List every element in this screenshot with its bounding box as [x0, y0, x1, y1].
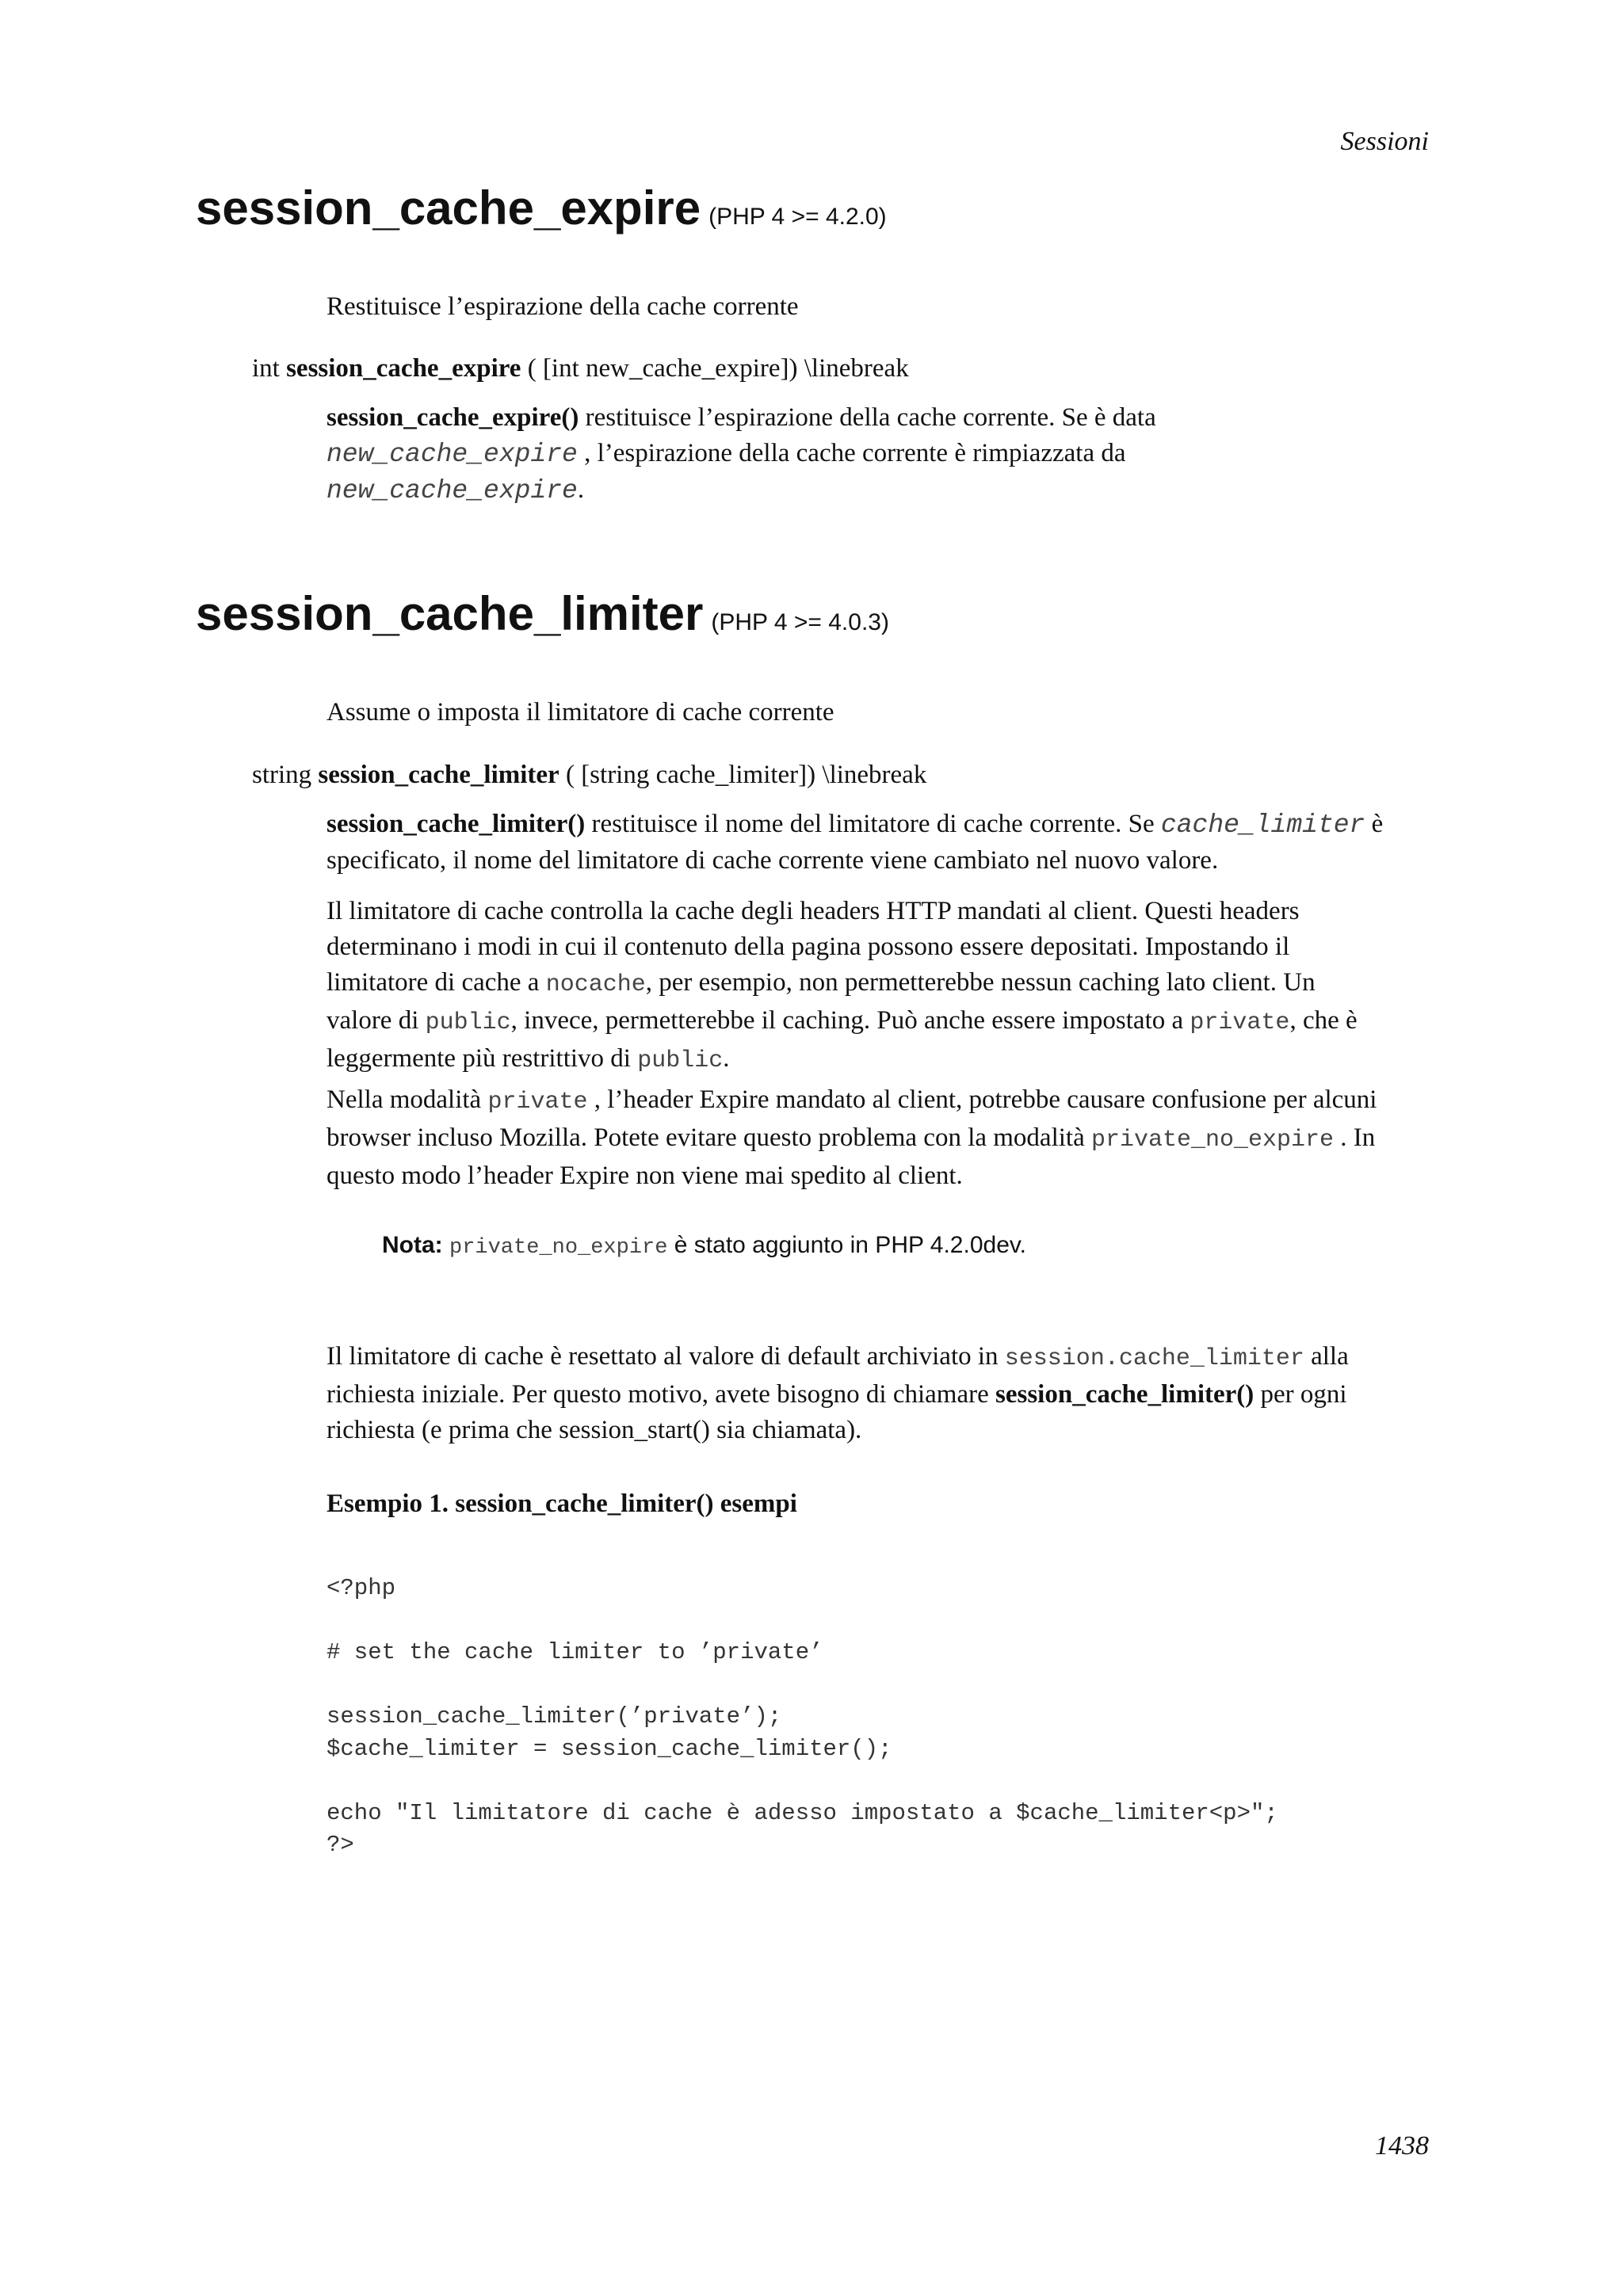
- version-info: (PHP 4 >= 4.2.0): [708, 204, 887, 230]
- signature-params: ( [int new_cache_expire]) \linebreak: [521, 354, 909, 383]
- description-line: [327, 472, 1436, 509]
- text-run: , invece, permetterebbe il caching. Può anche essere impostato a: [510, 1006, 1190, 1035]
- function-ref: session_cache_limiter(): [327, 810, 586, 838]
- text-run: restituisce l’espirazione della cache corrente. Se è data: [579, 403, 1156, 432]
- inline-code: private: [487, 1089, 588, 1116]
- note-label: Nota:: [382, 1232, 443, 1258]
- description-paragraph: [327, 1339, 1436, 1448]
- signature-function-name: session_cache_expire: [286, 354, 521, 383]
- text-run: Il limitatore di cache è resettato al valore di default archiviato in: [327, 1342, 1005, 1371]
- text-run: per ogni: [1254, 1380, 1347, 1409]
- text-run: alla: [1304, 1342, 1349, 1371]
- function-signature: [252, 351, 909, 387]
- inline-code: nocache: [545, 971, 646, 998]
- text-run: , che è: [1289, 1006, 1358, 1035]
- text-run: è: [1365, 810, 1384, 838]
- description-line: [327, 1003, 1436, 1041]
- function-ref: session_cache_expire(): [327, 403, 579, 432]
- function-signature: [252, 757, 926, 793]
- param-ref: new_cache_expire: [327, 440, 578, 469]
- text-run: .: [577, 475, 585, 504]
- description-paragraph: [327, 1082, 1436, 1194]
- param-ref: cache_limiter: [1160, 810, 1365, 840]
- text-run: , l’header Expire mandato al client, potrebbe causare confusione per alcuni: [587, 1085, 1377, 1114]
- description-line: [327, 1082, 1436, 1120]
- param-ref: new_cache_expire: [327, 476, 578, 505]
- function-summary: Assume o imposta il limitatore di cache corrente: [327, 698, 834, 727]
- text-run: . In: [1334, 1123, 1376, 1152]
- description-paragraph: [327, 894, 1436, 1079]
- description-line: richiesta (e prima che session_start() sia chiamata).: [327, 1416, 862, 1444]
- signature-params: ( [string cache_limiter]) \linebreak: [559, 761, 927, 789]
- inline-code: private_no_expire: [449, 1236, 668, 1260]
- text-run: browser incluso Mozilla. Potete evitare questo problema con la modalità: [327, 1123, 1091, 1152]
- description-line: [327, 1377, 1436, 1413]
- text-run: leggermente più restrittivo di: [327, 1044, 638, 1073]
- description-line: [327, 1041, 1436, 1079]
- return-type: int: [252, 354, 280, 383]
- text-run: restituisce il nome del limitatore di cache corrente. Se: [585, 810, 1161, 838]
- inline-code: session.cache_limiter: [1004, 1345, 1304, 1372]
- text-run: richiesta iniziale. Per questo motivo, avete bisogno di chiamare: [327, 1380, 995, 1409]
- inline-code: private: [1190, 1009, 1290, 1036]
- description-line: [327, 965, 1436, 1003]
- signature-function-name: session_cache_limiter: [318, 761, 559, 789]
- inline-code: private_no_expire: [1090, 1127, 1335, 1154]
- text-run: Nella modalità: [327, 1085, 488, 1114]
- text-run: valore di: [327, 1006, 426, 1035]
- note: [382, 1230, 1026, 1264]
- text-run: , per esempio, non permetterebbe nessun caching lato client. Un: [645, 968, 1316, 997]
- example-code-block: <?php # set the cache limiter to ’private’ session_cache_limiter(’private’); $cache_limiter = session_cache_limiter(); echo "Il limitatore di cache è adesso impostato a $cache_limiter<p>"; ?>: [327, 1575, 1278, 1858]
- note-text: è stato aggiunto in PHP 4.2.0dev.: [667, 1232, 1026, 1258]
- description-line: determinano i modi in cui il contenuto della pagina possono essere depositati. Impostando il: [327, 933, 1290, 961]
- description-line: [327, 400, 1436, 436]
- description-paragraph: [327, 400, 1436, 509]
- inline-code: public: [637, 1047, 724, 1074]
- function-ref: session_cache_limiter(): [995, 1380, 1254, 1409]
- inline-code: public: [425, 1009, 511, 1036]
- version-info: (PHP 4 >= 4.0.3): [711, 609, 889, 635]
- description-paragraph: [327, 807, 1436, 879]
- page-number: 1438: [1375, 2131, 1429, 2161]
- text-run: , l’espirazione della cache corrente è rimpiazzata da: [577, 439, 1126, 467]
- section-title: [196, 586, 889, 641]
- running-header: Sessioni: [1340, 127, 1429, 156]
- section-title: [196, 181, 887, 235]
- description-line: Il limitatore di cache controlla la cache degli headers HTTP mandati al client. Questi headers: [327, 897, 1300, 925]
- description-line: specificato, il nome del limitatore di cache corrente viene cambiato nel nuovo valore.: [327, 846, 1219, 875]
- description-line: [327, 1339, 1436, 1377]
- function-name: session_cache_limiter: [196, 587, 704, 640]
- function-name: session_cache_expire: [196, 181, 701, 235]
- return-type: string: [252, 761, 312, 789]
- text-run: limitatore di cache a: [327, 968, 546, 997]
- example-title: Esempio 1. session_cache_limiter() esempi: [327, 1489, 797, 1518]
- function-summary: Restituisce l’espirazione della cache corrente: [327, 292, 799, 321]
- text-run: .: [723, 1044, 730, 1073]
- description-line: [327, 807, 1436, 843]
- description-line: [327, 436, 1436, 472]
- description-line: [327, 1120, 1436, 1158]
- description-line: questo modo l’header Expire non viene mai spedito al client.: [327, 1161, 963, 1190]
